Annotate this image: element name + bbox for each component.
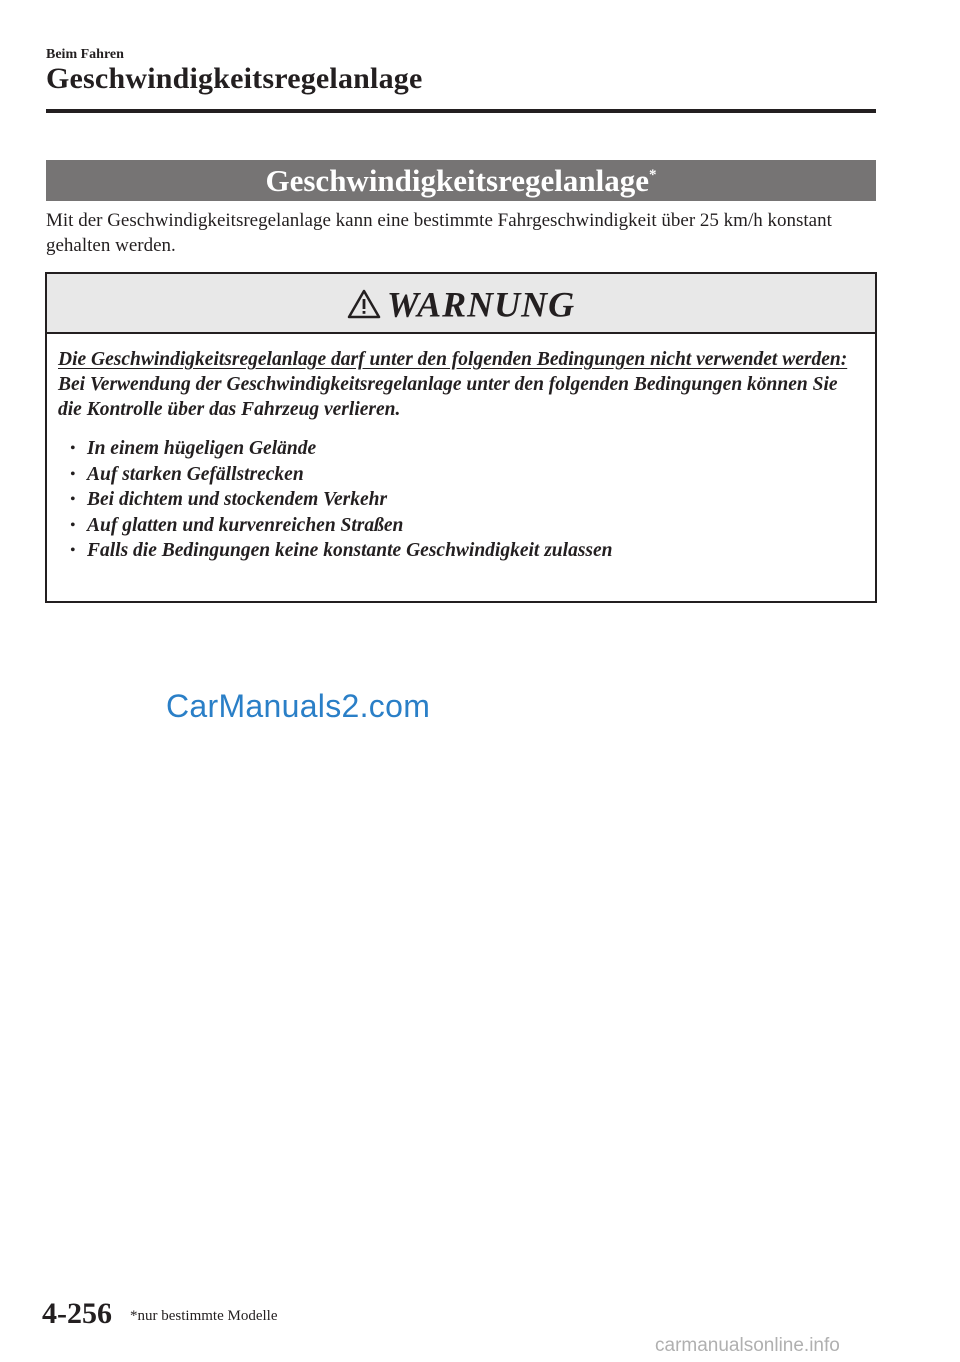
bullet: • xyxy=(70,465,76,483)
bullet: • xyxy=(70,491,76,508)
page-number: 4-256 xyxy=(42,1297,112,1330)
section-title: Geschwindigkeitsregelanlage xyxy=(46,62,423,95)
warning-header xyxy=(47,274,875,334)
warning-triangle-icon xyxy=(347,285,381,315)
header-rule xyxy=(46,109,876,113)
warning-box xyxy=(45,272,877,603)
warning-body xyxy=(47,334,875,564)
list-item: • Bei dichtem und stockendem Verkehr xyxy=(70,487,865,513)
banner-title: Geschwindigkeitsregelanlage xyxy=(265,163,649,198)
intro-paragraph: Mit der Geschwindigkeitsregelanlage kann eine bestimmte Fahrgeschwindigkeit über 25 km/h konstant gehalten werden. xyxy=(46,210,832,256)
banner-marker: * xyxy=(648,167,657,183)
warning-list xyxy=(58,436,865,564)
warning-condition: Die Geschwindigkeitsregelanlage darf unter den folgenden Bedingungen nicht verwendet werden: xyxy=(58,349,848,370)
bullet: • xyxy=(70,440,76,457)
list-item: • In einem hügeligen Gelände xyxy=(70,436,865,462)
bullet: • xyxy=(70,542,76,559)
list-item: • Auf starken Gefällstrecken xyxy=(70,462,865,488)
warning-consequence: Bei Verwendung der Geschwindigkeitsregelanlage unter den folgenden Bedingungen können Sie die Kontrolle über das Fahrzeug verlieren. xyxy=(58,374,838,420)
list-item: • Auf glatten und kurvenreichen Straßen xyxy=(70,513,865,539)
warning-label: WARNUNG xyxy=(386,284,576,325)
bullet: • xyxy=(70,516,76,534)
list-item: • Falls die Bedingungen keine konstante Geschwindigkeit zulassen xyxy=(70,538,865,564)
watermark-logo: CarManuals2.com xyxy=(166,688,431,724)
footnote: *nur bestimmte Modelle xyxy=(130,1308,278,1324)
footer-watermark: carmanualsonline.info xyxy=(655,1335,840,1356)
chapter-label: Beim Fahren xyxy=(46,47,124,62)
topic-banner xyxy=(46,160,876,201)
